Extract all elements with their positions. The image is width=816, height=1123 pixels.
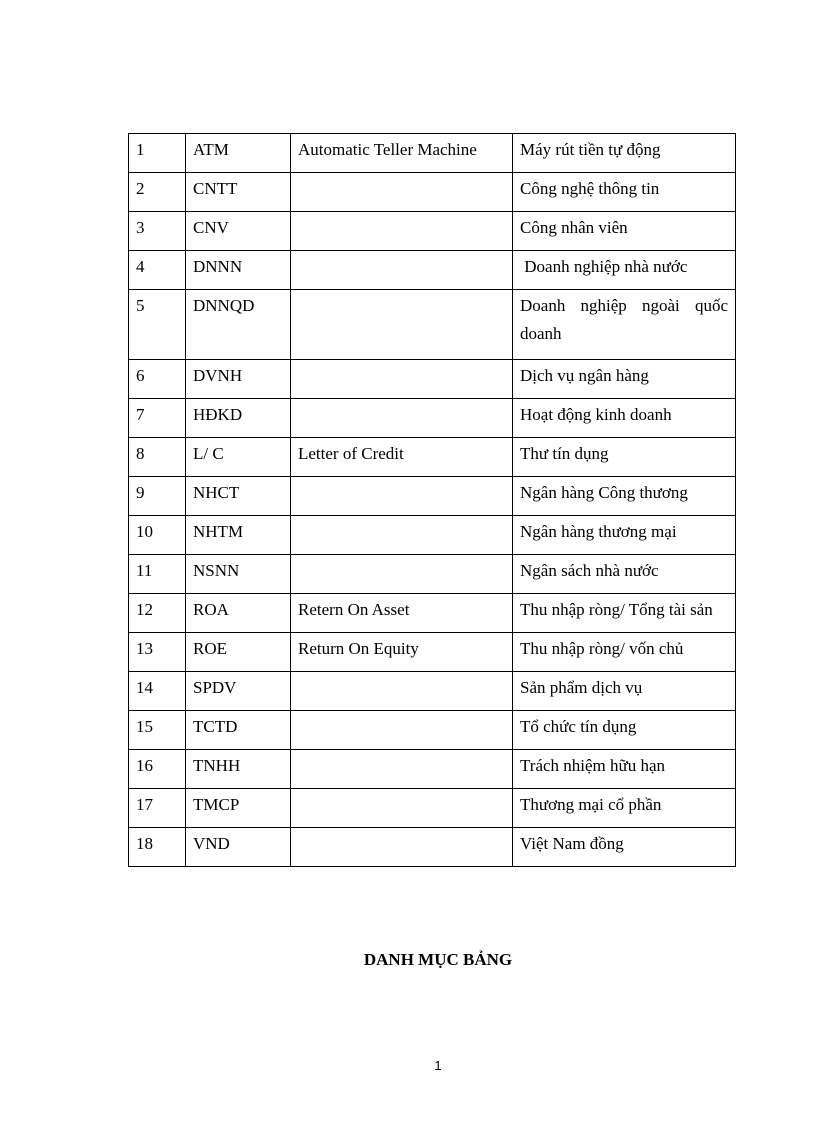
english-term (291, 360, 513, 399)
table-row (129, 399, 736, 438)
vietnamese-meaning: Công nghệ thông tin (513, 173, 736, 212)
table-row (129, 477, 736, 516)
vietnamese-meaning: Doanh nghiệp ngoài quốc doanh (513, 290, 736, 360)
vietnamese-meaning: Ngân hàng thương mại (513, 516, 736, 555)
table-row (129, 173, 736, 212)
vietnamese-meaning: Thu nhập ròng/ Tổng tài sản (513, 594, 736, 633)
abbreviation-table (128, 133, 736, 867)
table-row (129, 750, 736, 789)
row-number: 9 (129, 477, 186, 516)
english-term (291, 173, 513, 212)
table-row (129, 212, 736, 251)
table-row (129, 789, 736, 828)
abbreviation: ROE (186, 633, 291, 672)
table-row (129, 134, 736, 173)
vietnamese-meaning: Công nhân viên (513, 212, 736, 251)
table-row (129, 828, 736, 867)
row-number: 13 (129, 633, 186, 672)
abbreviation: TNHH (186, 750, 291, 789)
vietnamese-meaning: Tổ chức tín dụng (513, 711, 736, 750)
abbreviation: DNNN (186, 251, 291, 290)
english-term: Retern On Asset (291, 594, 513, 633)
english-term (291, 555, 513, 594)
vietnamese-meaning: Sản phẩm dịch vụ (513, 672, 736, 711)
vietnamese-meaning: Ngân hàng Công thương (513, 477, 736, 516)
row-number: 7 (129, 399, 186, 438)
row-number: 5 (129, 290, 186, 360)
abbreviation: NHTM (186, 516, 291, 555)
abbreviation: TMCP (186, 789, 291, 828)
row-number: 8 (129, 438, 186, 477)
english-term: Letter of Credit (291, 438, 513, 477)
row-number: 15 (129, 711, 186, 750)
abbreviation: SPDV (186, 672, 291, 711)
vietnamese-meaning: Thu nhập ròng/ vốn chủ (513, 633, 736, 672)
english-term: Automatic Teller Machine (291, 134, 513, 173)
english-term (291, 290, 513, 360)
row-number: 12 (129, 594, 186, 633)
row-number: 1 (129, 134, 186, 173)
table-row (129, 290, 736, 360)
english-term (291, 711, 513, 750)
abbreviation: NHCT (186, 477, 291, 516)
vietnamese-meaning: Thư tín dụng (513, 438, 736, 477)
abbreviation: DVNH (186, 360, 291, 399)
vietnamese-meaning: Thương mại cổ phần (513, 789, 736, 828)
abbreviation: L/ C (186, 438, 291, 477)
table-row (129, 711, 736, 750)
vietnamese-meaning: Việt Nam đồng (513, 828, 736, 867)
abbreviation: CNTT (186, 173, 291, 212)
section-title: DANH MỤC BẢNG (363, 950, 513, 969)
english-term (291, 251, 513, 290)
table-row (129, 555, 736, 594)
table-row (129, 251, 736, 290)
abbreviation: ROA (186, 594, 291, 633)
vietnamese-meaning: Ngân sách nhà nước (513, 555, 736, 594)
vietnamese-meaning: Hoạt động kinh doanh (513, 399, 736, 438)
row-number: 6 (129, 360, 186, 399)
table-row (129, 594, 736, 633)
abbreviation: NSNN (186, 555, 291, 594)
abbreviation: HĐKD (186, 399, 291, 438)
english-term: Return On Equity (291, 633, 513, 672)
english-term (291, 477, 513, 516)
english-term (291, 516, 513, 555)
vietnamese-meaning: Máy rút tiền tự động (513, 134, 736, 173)
table-row (129, 672, 736, 711)
english-term (291, 789, 513, 828)
abbreviation: CNV (186, 212, 291, 251)
vietnamese-meaning: Trách nhiệm hữu hạn (513, 750, 736, 789)
abbreviation: DNNQD (186, 290, 291, 360)
vietnamese-meaning: Dịch vụ ngân hàng (513, 360, 736, 399)
abbreviation: ATM (186, 134, 291, 173)
row-number: 16 (129, 750, 186, 789)
row-number: 10 (129, 516, 186, 555)
table-row (129, 516, 736, 555)
english-term (291, 828, 513, 867)
row-number: 11 (129, 555, 186, 594)
row-number: 4 (129, 251, 186, 290)
vietnamese-meaning: Doanh nghiệp nhà nước (513, 251, 736, 290)
abbreviation: TCTD (186, 711, 291, 750)
row-number: 2 (129, 173, 186, 212)
english-term (291, 672, 513, 711)
abbreviation: VND (186, 828, 291, 867)
row-number: 14 (129, 672, 186, 711)
english-term (291, 212, 513, 251)
row-number: 17 (129, 789, 186, 828)
english-term (291, 399, 513, 438)
row-number: 3 (129, 212, 186, 251)
page-number: 1 (434, 1058, 442, 1073)
table-row (129, 360, 736, 399)
table-row (129, 633, 736, 672)
table-row (129, 438, 736, 477)
row-number: 18 (129, 828, 186, 867)
english-term (291, 750, 513, 789)
